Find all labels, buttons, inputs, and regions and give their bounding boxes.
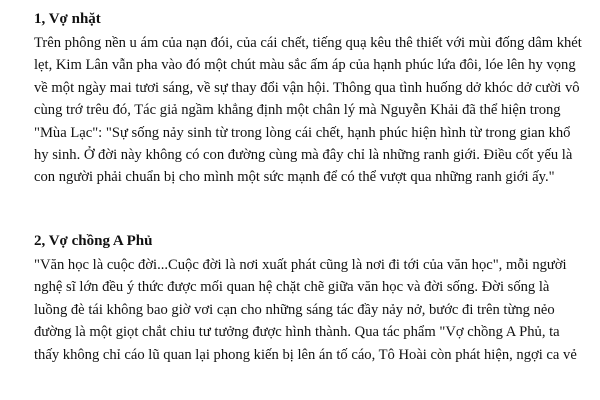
section-vo-chong-a-phu <box>34 230 594 366</box>
paragraph-line: "Văn học là cuộc đời...Cuộc đời là nơi xuất phát cũng là nơi đi tới của văn học", mỗi người <box>34 257 567 273</box>
paragraph-line: hy sinh. Ở đời này không có con đường cùng mà đây chỉ là những ranh giới. Điều cốt yếu là <box>34 147 573 164</box>
paragraph-line: về một ngày mai tươi sáng, về sự thay đổi vận hội. Thông qua tình huống dở khóc dở cười vô <box>34 79 580 96</box>
paragraph-line: cùng trớ trêu đó, Tác giả ngầm khẳng định một chân lý mà Nguyễn Khải đã thể hiện trong <box>34 102 561 119</box>
section-heading: 1, Vợ nhặt <box>34 11 101 27</box>
paragraph-line: thấy không chỉ cáo lũ quan lại phong kiến bị lên án tố cáo, Tô Hoài còn phát hiện, ngợi ca vẻ <box>34 346 577 363</box>
paragraph-line: nghệ sĩ lớn đều ý thức được mối quan hệ chặt chẽ giữa văn học và đời sống. Đời sống là <box>34 279 550 296</box>
paragraph-line: luồng đè tái không bao giờ vơi cạn cho những sáng tác đầy nảy nở, bước đi trên từng nẻo <box>34 301 555 318</box>
paragraph-line: "Mùa Lạc": "Sự sống nảy sinh từ trong lòng cái chết, hạnh phúc hiện hình từ trong gian khổ <box>34 124 571 141</box>
paragraph-line: Trên phông nền u ám của nạn đói, của cái chết, tiếng quạ kêu thê thiết với mùi đống dâm khét <box>34 35 582 51</box>
paragraph-line: con người phải chuẩn bị cho mình một sức mạnh để có thể vượt qua những ranh giới ấy." <box>34 169 555 186</box>
paragraph-line: đường là một giọt chắt chiu tư tưởng được hình thành. Qua tác phẩm "Vợ chồng A Phủ, ta <box>34 324 560 341</box>
section-heading: 2, Vợ chồng A Phủ <box>34 233 153 249</box>
paragraph-line: lẹt, Kim Lân vẫn pha vào đó một chút màu sắc ấm áp của hạnh phúc lứa đôi, lóe lên hy vọng <box>34 57 576 74</box>
section-vo-nhat <box>34 8 594 189</box>
